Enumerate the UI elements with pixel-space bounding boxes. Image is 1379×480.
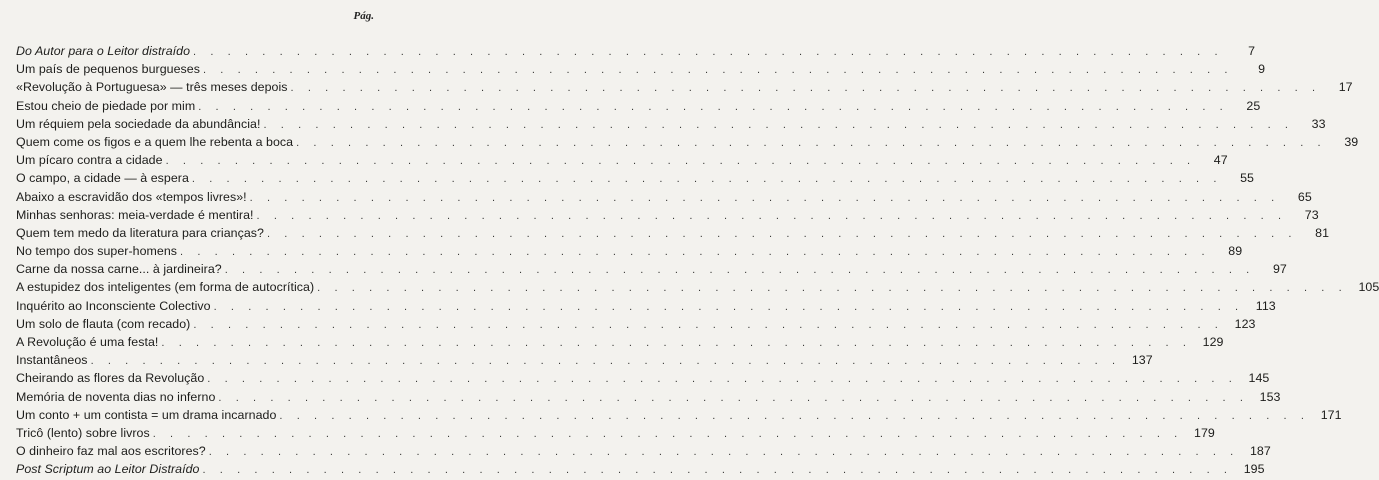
dot-leader: . . . . . . . . . . . . . . . . . . . . . . . . . . . . . . . . . . . . . . . . . . . . . . . . . . . . . . . . . . . . — [256, 209, 1287, 222]
toc-entry-title: Do Autor para o Leitor distraído — [16, 44, 191, 58]
dot-leader: . . . . . . . . . . . . . . . . . . . . . . . . . . . . . . . . . . . . . . . . . . . . . . . . . . . . . . . . . . . . — [290, 82, 1321, 95]
toc-entry — [16, 151, 1228, 169]
toc-entry — [16, 42, 1256, 60]
dot-leader: . . . . . . . . . . . . . . . . . . . . . . . . . . . . . . . . . . . . . . . . . . . . . . . . . . . . . . . . . . . . — [165, 155, 1196, 168]
toc-entry-title: Post Scriptum ao Leitor Distraído — [16, 462, 200, 477]
dot-leader: . . . . . . . . . . . . . . . . . . . . . . . . . . . . . . . . . . . . . . . . . . . . . . . . . . . . . . . . . . . . — [263, 118, 1294, 131]
toc-entry-page-number: 33 — [1311, 116, 1326, 131]
toc-entry — [16, 169, 1254, 187]
toc-entry — [16, 60, 1266, 78]
dot-leader: . . . . . . . . . . . . . . . . . . . . . . . . . . . . . . . . . . . . . . . . . . . . . . . . . . . . . . . . . . . . — [266, 227, 1298, 240]
toc-entry — [16, 278, 1379, 296]
toc-entry-title: O dinheiro faz mal aos escritores? — [16, 444, 206, 459]
toc-entry — [16, 133, 1359, 151]
toc-entry-page-number: 123 — [1234, 316, 1256, 331]
toc-entry-page-number: 145 — [1248, 371, 1270, 386]
toc-entry-title: A estupidez dos inteligentes (em forma de autocrítica) — [16, 280, 315, 295]
toc-entry — [16, 388, 1281, 406]
toc-entry-page-number: 171 — [1320, 407, 1342, 422]
toc-entry — [16, 460, 1265, 478]
toc-entry-title: Um pícaro contra a cidade — [16, 153, 163, 168]
toc-entry — [16, 78, 1353, 96]
toc-entry-page-number: 73 — [1304, 207, 1319, 222]
toc-entry-page-number: 105 — [1358, 280, 1379, 295]
table-of-contents — [16, 42, 1379, 479]
dot-leader: . . . . . . . . . . . . . . . . . . . . . . . . . . . . . . . . . . . . . . . . . . . . . . . . . . . . . . . . . . . . — [213, 300, 1244, 313]
dot-leader: . . . . . . . . . . . . . . . . . . . . . . . . . . . . . . . . . . . . . . . . . . . . . . . . . . . . . . . . . . . . — [152, 427, 1183, 440]
toc-entry — [16, 297, 1276, 315]
toc-entry — [16, 351, 1153, 369]
dot-leader: . . . . . . . . . . . . . . . . . . . . . . . . . . . . . . . . . . . . . . . . . . . . . . . . . . . . . . . . . . . . — [202, 464, 1233, 477]
toc-entry-page-number: 65 — [1297, 189, 1312, 204]
toc-entry-title: Um solo de flauta (com recado) — [16, 316, 191, 331]
toc-entry-page-number: 113 — [1255, 298, 1276, 313]
dot-leader: . . . . . . . . . . . . . . . . . . . . . . . . . . . . . . . . . . . . . . . . . . . . . . . . . . . . . . . . . . . . — [161, 337, 1192, 349]
toc-entry-page-number: 89 — [1228, 244, 1243, 259]
toc-entry-page-number: 9 — [1258, 62, 1266, 77]
toc-entry-page-number: 7 — [1248, 44, 1256, 58]
toc-entry-page-number: 81 — [1315, 225, 1330, 240]
toc-entry — [16, 442, 1271, 460]
toc-entry-title: No tempo dos super-homens — [16, 244, 178, 259]
toc-entry-title: Tricô (lento) sobre livros — [16, 425, 150, 440]
toc-entry — [16, 188, 1312, 206]
dot-leader: . . . . . . . . . . . . . . . . . . . . . . . . . . . . . . . . . . . . . . . . . . . . . . . . . . . . . . . . . . . . — [224, 264, 1255, 277]
toc-entry-page-number: 39 — [1344, 134, 1359, 149]
toc-entry-title: Quem come os figos e a quem lhe rebenta a boca — [16, 134, 294, 149]
toc-entry-title: A Revolução é uma festa! — [16, 335, 159, 349]
toc-entry-title: Um réquiem pela sociedade da abundância! — [16, 116, 261, 131]
toc-entry — [16, 333, 1224, 351]
toc-entry — [16, 115, 1326, 133]
toc-entry-title: Carne da nossa carne... à jardineira? — [16, 262, 222, 277]
dot-leader: . . . . . . . . . . . . . . . . . . . . . . . . . . . . . . . . . . . . . . . . . . . . . . . . . . . . . . . . . . . . — [193, 46, 1224, 58]
toc-entry — [16, 406, 1342, 424]
toc-entry — [16, 97, 1261, 115]
dot-leader: . . . . . . . . . . . . . . . . . . . . . . . . . . . . . . . . . . . . . . . . . . . . . . . . . . . . . . . . . . . . — [249, 191, 1280, 204]
dot-leader: . . . . . . . . . . . . . . . . . . . . . . . . . . . . . . . . . . . . . . . . . . . . . . . . . . . . . . . . . . . . — [296, 136, 1327, 149]
dot-leader: . . . . . . . . . . . . . . . . . . . . . . . . . . . . . . . . . . . . . . . . . . . . . . . . . . . . . . . . . . . . — [193, 318, 1224, 331]
toc-entry — [16, 260, 1287, 278]
dot-leader: . . . . . . . . . . . . . . . . . . . . . . . . . . . . . . . . . . . . . . . . . . . . . . . . . . . . . . . . . . . . — [208, 446, 1239, 459]
toc-entry — [16, 315, 1256, 333]
toc-entry-page-number: 137 — [1131, 353, 1153, 368]
dot-leader: . . . . . . . . . . . . . . . . . . . . . . . . . . . . . . . . . . . . . . . . . . . . . . . . . . . . . . . . . . . . — [191, 173, 1222, 186]
toc-entry-page-number: 195 — [1243, 462, 1265, 477]
toc-entry — [16, 224, 1330, 242]
toc-entry-page-number: 153 — [1259, 389, 1281, 404]
toc-entry-title: Quem tem medo da literatura para crianças? — [16, 225, 264, 240]
dot-leader: . . . . . . . . . . . . . . . . . . . . . . . . . . . . . . . . . . . . . . . . . . . . . . . . . . . . . . . . . . . . — [203, 64, 1234, 77]
toc-entry-page-number: 129 — [1202, 335, 1224, 349]
toc-entry-title: Instantâneos — [16, 353, 88, 368]
toc-entry-page-number: 187 — [1249, 444, 1271, 459]
dot-leader: . . . . . . . . . . . . . . . . . . . . . . . . . . . . . . . . . . . . . . . . . . . . . . . . . . . . . . . . . . . . — [207, 373, 1238, 386]
dot-leader: . . . . . . . . . . . . . . . . . . . . . . . . . . . . . . . . . . . . . . . . . . . . . . . . . . . . . . . . . . . . — [218, 391, 1249, 404]
toc-entry-page-number: 55 — [1240, 171, 1254, 186]
toc-entry-page-number: 25 — [1246, 98, 1261, 113]
toc-entry — [16, 206, 1319, 224]
toc-entry-title: Inquérito ao Inconsciente Colectivo — [16, 298, 211, 313]
dot-leader: . . . . . . . . . . . . . . . . . . . . . . . . . . . . . . . . . . . . . . . . . . . . . . . . . . . . . . . . . . . . — [198, 100, 1229, 113]
toc-entry — [16, 369, 1270, 387]
toc-entry-title: Um conto + um contista = um drama incarnado — [16, 407, 277, 422]
toc-entry-title: Abaixo a escravidão dos «tempos livres»! — [16, 189, 247, 204]
toc-entry-page-number: 17 — [1338, 80, 1353, 95]
toc-entry-title: Minhas senhoras: meia-verdade é mentira! — [16, 207, 254, 222]
toc-entry-title: Memória de noventa dias no inferno — [16, 389, 216, 404]
dot-leader: . . . . . . . . . . . . . . . . . . . . . . . . . . . . . . . . . . . . . . . . . . . . . . . . . . . . . . . . . . . . — [279, 409, 1310, 422]
toc-entry-title: Estou cheio de piedade por mim — [16, 98, 196, 113]
toc-entry-page-number: 47 — [1213, 153, 1228, 168]
toc-entry-page-number: 179 — [1194, 425, 1215, 440]
toc-entry-page-number: 97 — [1272, 262, 1287, 277]
dot-leader: . . . . . . . . . . . . . . . . . . . . . . . . . . . . . . . . . . . . . . . . . . . . . . . . . . . . . . . . . . . . — [317, 282, 1348, 295]
page-column-header: Pág. — [353, 10, 374, 22]
toc-entry-title: «Revolução à Portuguesa» — três meses depois — [16, 80, 288, 95]
toc-entry — [16, 424, 1215, 442]
toc-entry-title: Um país de pequenos burgueses — [16, 62, 200, 77]
toc-entry — [16, 242, 1243, 260]
dot-leader: . . . . . . . . . . . . . . . . . . . . . . . . . . . . . . . . . . . . . . . . . . . . . . . . . . . . . . . . . . . . — [180, 246, 1211, 259]
toc-entry-title: O campo, a cidade — à espera — [16, 171, 189, 186]
dot-leader: . . . . . . . . . . . . . . . . . . . . . . . . . . . . . . . . . . . . . . . . . . . . . . . . . . . . . . . . . . . . — [90, 355, 1121, 368]
toc-entry-title: Cheirando as flores da Revolução — [16, 371, 205, 386]
